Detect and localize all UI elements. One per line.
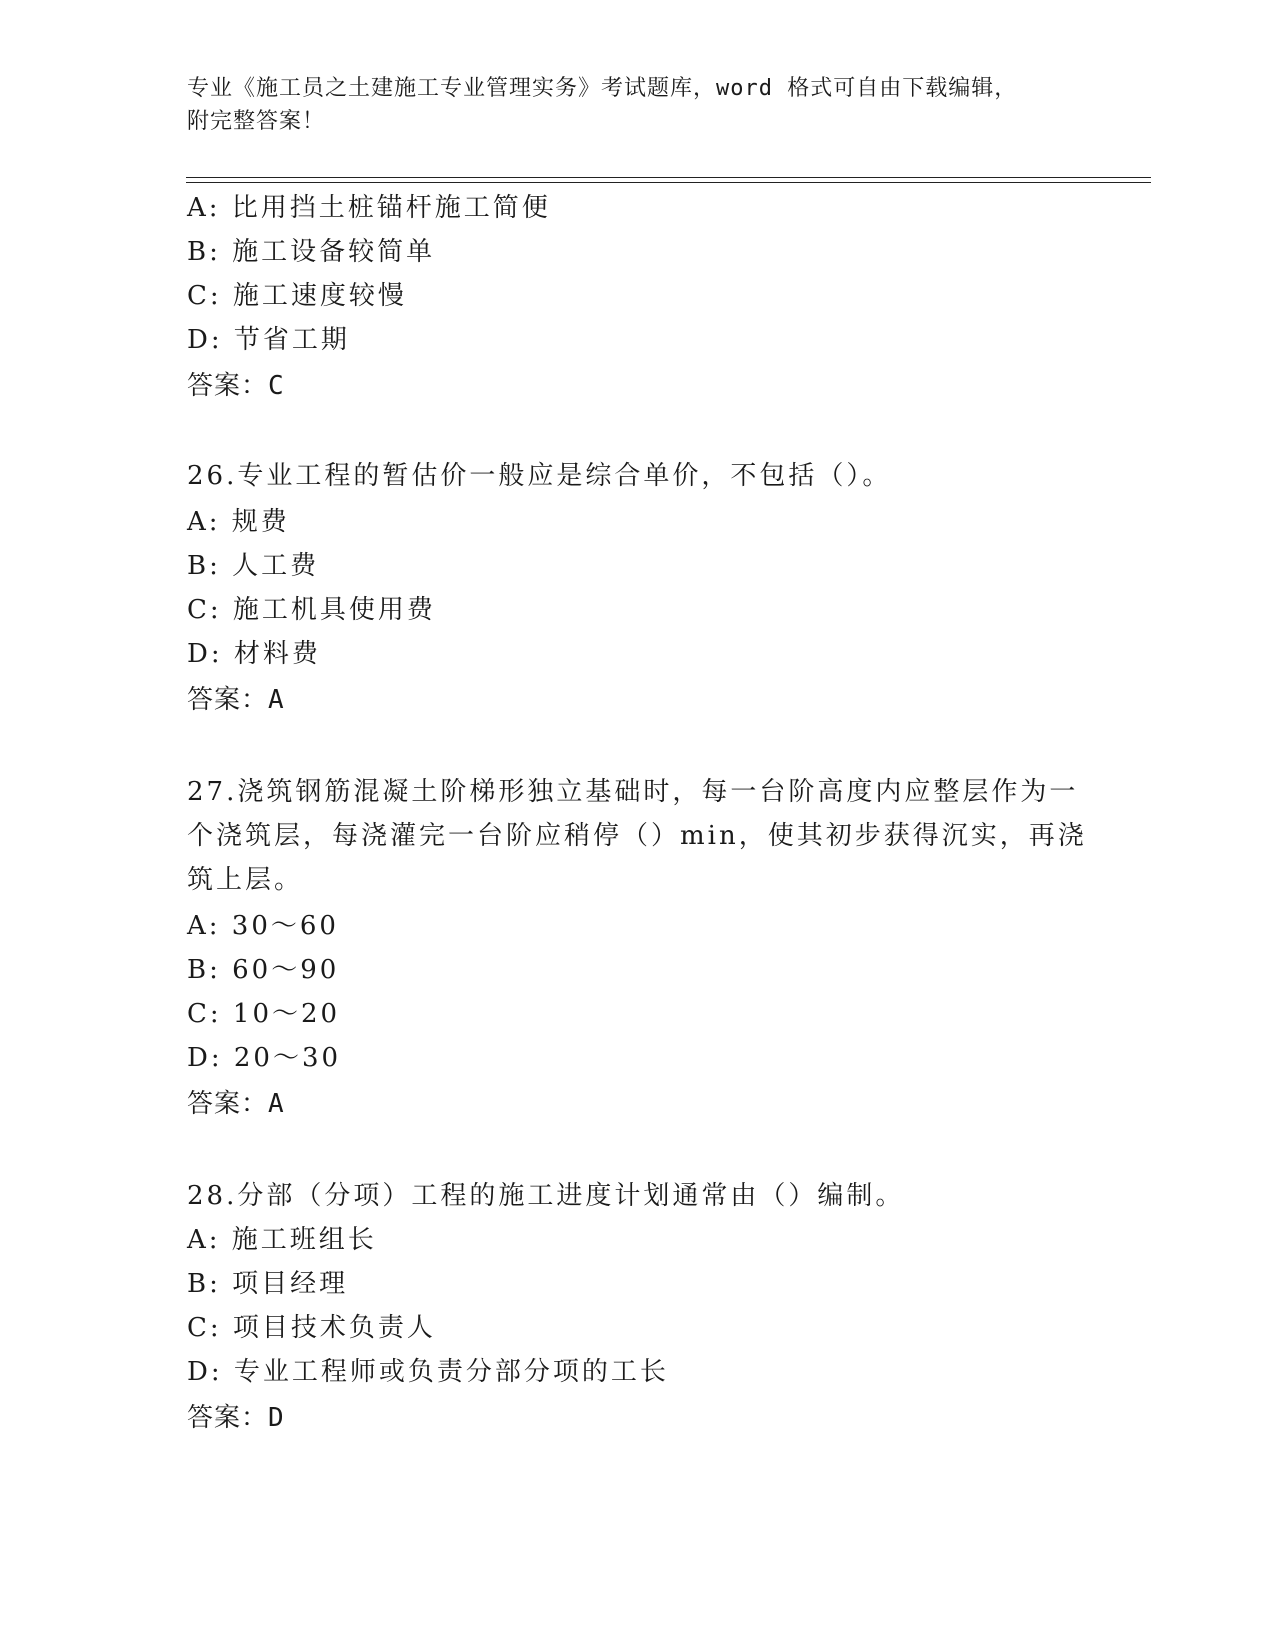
header-rule-top bbox=[186, 177, 1151, 178]
q28-option-d: D: 专业工程师或负责分部分项的工长 bbox=[187, 1357, 669, 1387]
header-line-1: 专业《施工员之土建施工专业管理实务》考试题库，word 格式可自由下载编辑， bbox=[187, 76, 1018, 101]
q26-option-d: D: 材料费 bbox=[187, 639, 321, 669]
q28-answer: 答案：D bbox=[187, 1403, 285, 1433]
q25-answer: 答案：C bbox=[187, 371, 285, 401]
q25-option-d: D: 节省工期 bbox=[187, 325, 350, 355]
q26-option-b: B: 人工费 bbox=[187, 551, 320, 581]
q27-question-line-2: 个浇筑层，每浇灌完一台阶应稍停（）min，使其初步获得沉实，再浇 bbox=[187, 821, 1087, 851]
q27-question-line-1: 27.浇筑钢筋混凝土阶梯形独立基础时，每一台阶高度内应整层作为一 bbox=[187, 777, 1079, 807]
q26-option-c: C: 施工机具使用费 bbox=[187, 595, 436, 625]
header-line-2: 附完整答案！ bbox=[187, 109, 326, 134]
document-header bbox=[187, 72, 1087, 138]
q28-option-c: C: 项目技术负责人 bbox=[187, 1313, 436, 1343]
q28-option-a: A: 施工班组长 bbox=[187, 1225, 377, 1255]
q28-question: 28.分部（分项）工程的施工进度计划通常由（）编制。 bbox=[187, 1181, 905, 1211]
q26-question: 26.专业工程的暂估价一般应是综合单价，不包括（）。 bbox=[187, 461, 892, 491]
q26-option-a: A: 规费 bbox=[187, 507, 290, 537]
header-rule-bottom bbox=[186, 182, 1151, 183]
q26-answer: 答案：A bbox=[187, 685, 285, 715]
q25-option-b: B: 施工设备较简单 bbox=[187, 237, 436, 267]
q25-option-c: C: 施工速度较慢 bbox=[187, 281, 407, 311]
q27-option-d: D: 20～30 bbox=[187, 1043, 342, 1073]
q27-option-b: B: 60～90 bbox=[187, 955, 340, 985]
q28-option-b: B: 项目经理 bbox=[187, 1269, 349, 1299]
q27-answer: 答案：A bbox=[187, 1089, 285, 1119]
q27-question-line-3: 筑上层。 bbox=[187, 865, 304, 895]
q27-option-a: A: 30～60 bbox=[187, 911, 339, 941]
q25-option-a: A: 比用挡土桩锚杆施工简便 bbox=[187, 193, 551, 223]
q27-option-c: C: 10～20 bbox=[187, 999, 341, 1029]
